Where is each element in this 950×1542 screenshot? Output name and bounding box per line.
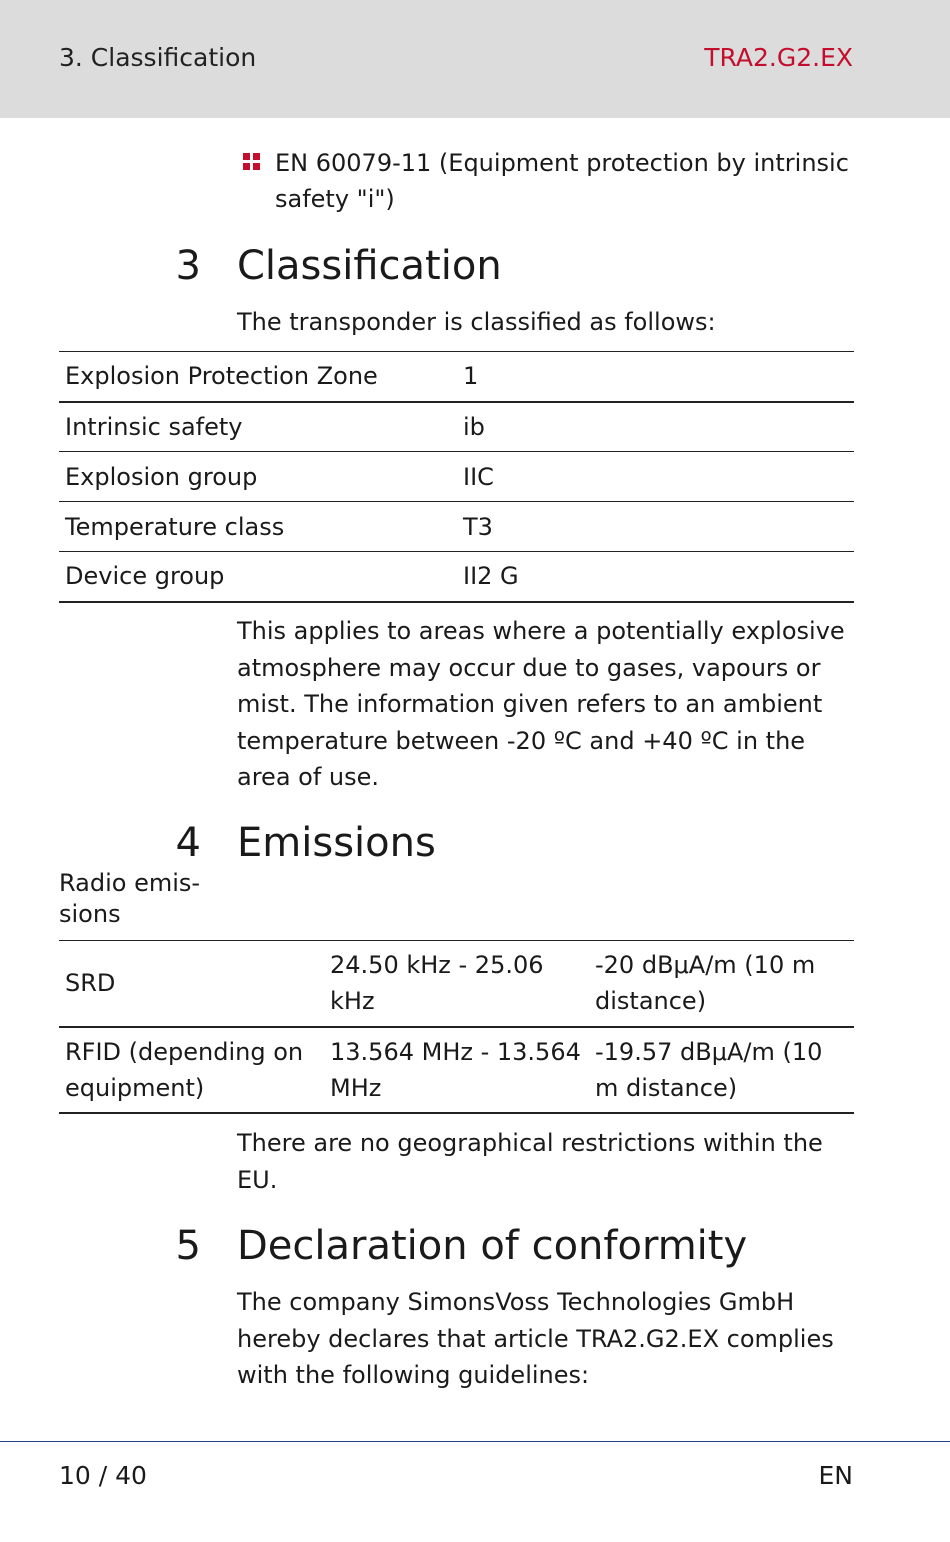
table-cell-frequency: 13.564 MHz - 13.564 MHz bbox=[324, 1027, 589, 1113]
classification-intro: The transponder is classified as follows: bbox=[237, 308, 716, 336]
table-cell-frequency: 24.50 kHz - 25.06 kHz bbox=[324, 941, 589, 1027]
footer-rule bbox=[0, 1441, 950, 1442]
table-cell-label: Explosion group bbox=[59, 452, 457, 502]
table-cell-level: -20 dBμA/m (10 m distance) bbox=[589, 941, 854, 1027]
table-cell-label: Intrinsic safety bbox=[59, 402, 457, 452]
classification-table bbox=[59, 351, 854, 603]
table-cell-type: SRD bbox=[59, 941, 324, 1027]
table-cell-value: IIC bbox=[457, 452, 854, 502]
table-cell-label: Explosion Protection Zone bbox=[59, 352, 457, 402]
page-number: 10 / 40 bbox=[59, 1461, 147, 1490]
table-row bbox=[59, 552, 854, 602]
header-product-name: TRA2.G2.EX bbox=[704, 43, 853, 72]
section-5-title: Declaration of conformity bbox=[237, 1223, 748, 1269]
table-cell-value: ib bbox=[457, 402, 854, 452]
table-row bbox=[59, 1027, 854, 1113]
table-row bbox=[59, 402, 854, 452]
standard-list-item: EN 60079-11 (Equipment protection by intrinsic safety "i") bbox=[275, 149, 849, 213]
emissions-note: There are no geographical restrictions within the EU. bbox=[237, 1129, 823, 1194]
table-row bbox=[59, 452, 854, 502]
classification-note: This applies to areas where a potentially explosive atmosphere may occur due to gases, vapours or mist. The information given refers to an ambient temperature between -20 ºC and +40 ºC in the area of use. bbox=[237, 617, 845, 791]
section-4-number: 4 bbox=[175, 820, 201, 866]
bullet-icon bbox=[243, 153, 262, 172]
table-cell-label: Temperature class bbox=[59, 502, 457, 552]
conformity-text: The company SimonsVoss Technologies GmbH hereby declares that article TRA2.G2.EX complies with the following guidelines: bbox=[237, 1288, 834, 1389]
table-cell-label: Device group bbox=[59, 552, 457, 602]
table-cell-level: -19.57 dBμA/m (10 m distance) bbox=[589, 1027, 854, 1113]
language-code: EN bbox=[818, 1461, 853, 1490]
header-section-title: 3. Classification bbox=[59, 43, 257, 72]
section-3-title: Classification bbox=[237, 243, 502, 289]
table-cell-value: 1 bbox=[457, 352, 854, 402]
section-4-title: Emissions bbox=[237, 820, 436, 866]
table-cell-type: RFID (depending on equipment) bbox=[59, 1027, 324, 1113]
table-cell-value: II2 G bbox=[457, 552, 854, 602]
table-row bbox=[59, 352, 854, 402]
section-5-number: 5 bbox=[175, 1223, 201, 1269]
table-cell-value: T3 bbox=[457, 502, 854, 552]
emissions-table bbox=[59, 940, 854, 1114]
page-header bbox=[0, 0, 950, 118]
table-row bbox=[59, 941, 854, 1027]
section-3-number: 3 bbox=[175, 243, 201, 289]
radio-emissions-margin-note: Radio emis-sions bbox=[59, 869, 201, 928]
table-row bbox=[59, 502, 854, 552]
